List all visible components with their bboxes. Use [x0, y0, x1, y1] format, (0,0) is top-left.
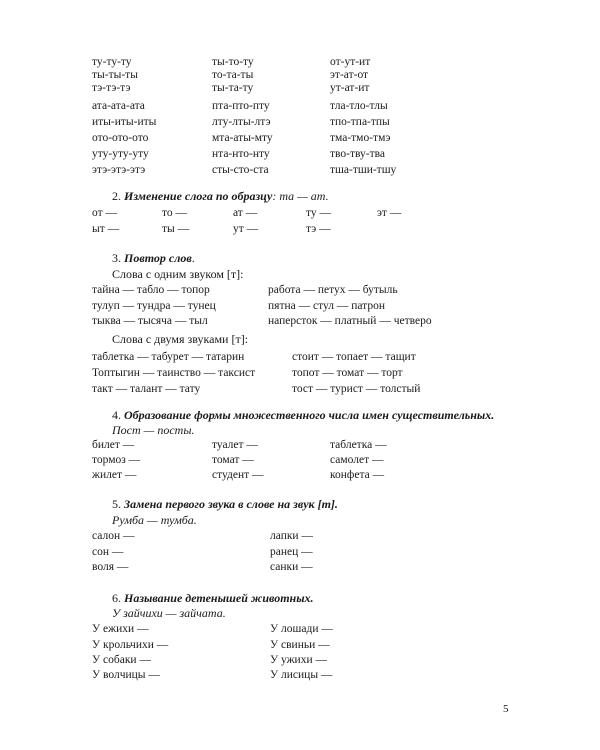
- word-chain: таблетка — табурет — татарин: [92, 351, 245, 363]
- section-title: Называние детенышей животных.: [124, 591, 314, 605]
- syllable-cell: этэ-этэ-этэ: [92, 164, 146, 176]
- exercise-item: жилет —: [92, 469, 137, 481]
- exercise-row: [0, 224, 600, 239]
- exercise-item: ут —: [233, 223, 259, 235]
- syllable-row: [0, 149, 600, 164]
- exercise-item: ранец —: [270, 546, 313, 558]
- exercise-item: тэ —: [306, 223, 331, 235]
- syllable-cell: ты-то-ту: [212, 56, 254, 68]
- syllable-cell: ты-ты-ты: [92, 69, 138, 81]
- exercise-row: [0, 440, 600, 455]
- word-chain: работа — петух — бутыль: [268, 284, 398, 296]
- syllable-cell: то-та-ты: [212, 69, 254, 81]
- syllable-cell: уту-уту-уту: [92, 148, 149, 160]
- section-title-end: .: [191, 251, 195, 265]
- exercise-item: конфета —: [330, 469, 385, 481]
- exercise-item: У ежихи —: [92, 623, 149, 635]
- syllable-cell: тво-тву-тва: [330, 148, 386, 160]
- syllable-cell: от-ут-ит: [330, 56, 371, 68]
- syllable-row: [0, 133, 600, 148]
- exercise-item: таблетка —: [330, 439, 387, 451]
- word-row: [0, 368, 600, 383]
- word-row: [0, 301, 600, 316]
- exercise-item: тормоз —: [92, 454, 141, 466]
- syllable-cell: тла-тло-тлы: [330, 100, 388, 112]
- section-title: Повтор слов: [124, 251, 192, 265]
- exercise-item: У крольчихи —: [92, 639, 169, 651]
- word-chain: тулуп — тундра — тунец: [92, 300, 216, 312]
- syllable-row: [0, 117, 600, 132]
- exercise-item: У ужихи —: [270, 654, 327, 666]
- exercise-item: лапки —: [270, 530, 313, 542]
- word-chain: наперсток — платный — четверо: [268, 315, 432, 327]
- syllable-cell: ут-ат-ит: [330, 82, 370, 94]
- exercise-item: то —: [162, 207, 187, 219]
- exercise-row: [0, 624, 600, 639]
- exercise-row: [0, 531, 600, 546]
- exercise-row: [0, 470, 600, 485]
- section-number: 3.: [112, 251, 121, 265]
- syllable-row: [0, 83, 600, 98]
- syllable-row: [0, 165, 600, 180]
- subheading: Слова с двумя звуками [т]:: [112, 332, 249, 346]
- word-row: [0, 352, 600, 367]
- syllable-cell: мта-аты-мту: [212, 132, 273, 144]
- subheading: Слова с одним звуком [т]:: [112, 267, 244, 281]
- exercise-item: туалет —: [212, 439, 258, 451]
- syllable-cell: сты-сто-ста: [212, 164, 269, 176]
- exercise-item: от —: [92, 207, 117, 219]
- word-chain: пятна — стул — патрон: [268, 300, 385, 312]
- exercise-item: воля —: [92, 561, 129, 573]
- section-example: У зайчихи — зайчата.: [112, 606, 226, 620]
- section-example: Пост — посты.: [112, 423, 195, 437]
- exercise-row: [0, 562, 600, 577]
- section-number: 2.: [112, 189, 121, 203]
- word-chain: стоит — топает — тащит: [292, 351, 416, 363]
- section-heading: [112, 190, 329, 202]
- section-number: 6.: [112, 591, 121, 605]
- exercise-item: эт —: [377, 207, 402, 219]
- syllable-cell: тма-тмо-тмэ: [330, 132, 391, 144]
- exercise-row: [0, 547, 600, 562]
- syllable-cell: эт-ат-от: [330, 69, 369, 81]
- word-chain: топот — томат — торт: [292, 367, 403, 379]
- syllable-cell: тша-тши-тшу: [330, 164, 397, 176]
- exercise-row: [0, 640, 600, 655]
- word-row: [0, 316, 600, 331]
- exercise-item: студент —: [212, 469, 264, 481]
- syllable-row: [0, 101, 600, 116]
- section-example: Румба — тумба.: [112, 513, 197, 527]
- word-chain: тост — турист — толстый: [292, 383, 421, 395]
- exercise-item: ыт —: [92, 223, 120, 235]
- exercise-row: [0, 455, 600, 470]
- syllable-cell: тпо-тпа-тпы: [330, 116, 390, 128]
- word-row: [0, 384, 600, 399]
- section-heading: [112, 409, 494, 421]
- section-heading: [112, 252, 195, 264]
- page-number: 5: [503, 703, 509, 715]
- word-chain: тыква — тысяча — тыл: [92, 315, 208, 327]
- syllable-cell: пта-пто-пту: [212, 100, 270, 112]
- section-number: 4.: [112, 408, 121, 422]
- exercise-item: ат —: [233, 207, 258, 219]
- exercise-item: салон —: [92, 530, 135, 542]
- exercise-item: самолет —: [330, 454, 384, 466]
- section-number: 5.: [112, 497, 121, 511]
- exercise-row: [0, 670, 600, 685]
- exercise-item: санки —: [270, 561, 313, 573]
- section-example: : та — ат.: [272, 189, 329, 203]
- syllable-cell: ото-ото-ото: [92, 132, 149, 144]
- exercise-item: сон —: [92, 546, 124, 558]
- syllable-cell: тэ-тэ-тэ: [92, 82, 131, 94]
- syllable-cell: ата-ата-ата: [92, 100, 145, 112]
- exercise-item: томат —: [212, 454, 254, 466]
- word-chain: такт — талант — тату: [92, 383, 201, 395]
- section-heading: [112, 592, 314, 604]
- syllable-cell: ту-ту-ту: [92, 56, 132, 68]
- section-heading: [112, 498, 338, 510]
- syllable-cell: нта-нто-нту: [212, 148, 270, 160]
- exercise-row: [0, 655, 600, 670]
- exercise-item: У собаки —: [92, 654, 151, 666]
- section-title: Замена первого звука в слове на звук [т].: [124, 497, 338, 511]
- syllable-cell: ты-та-ту: [212, 82, 254, 94]
- syllable-cell: иты-иты-иты: [92, 116, 157, 128]
- exercise-item: У волчицы —: [92, 669, 160, 681]
- exercise-row: [0, 208, 600, 223]
- exercise-item: У лошади —: [270, 623, 333, 635]
- exercise-item: ты —: [162, 223, 190, 235]
- word-row: [0, 285, 600, 300]
- exercise-item: У лисицы —: [270, 669, 333, 681]
- section-title: Образование формы множественного числа имен существительных.: [124, 408, 495, 422]
- exercise-item: билет —: [92, 439, 135, 451]
- word-chain: тайна — табло — топор: [92, 284, 210, 296]
- exercise-item: ту —: [306, 207, 331, 219]
- syllable-cell: лту-лты-лтэ: [212, 116, 271, 128]
- section-title: Изменение слога по образцу: [124, 189, 273, 203]
- exercise-item: У свиньи —: [270, 639, 330, 651]
- word-chain: Топтыгин — таинство — таксист: [92, 367, 256, 379]
